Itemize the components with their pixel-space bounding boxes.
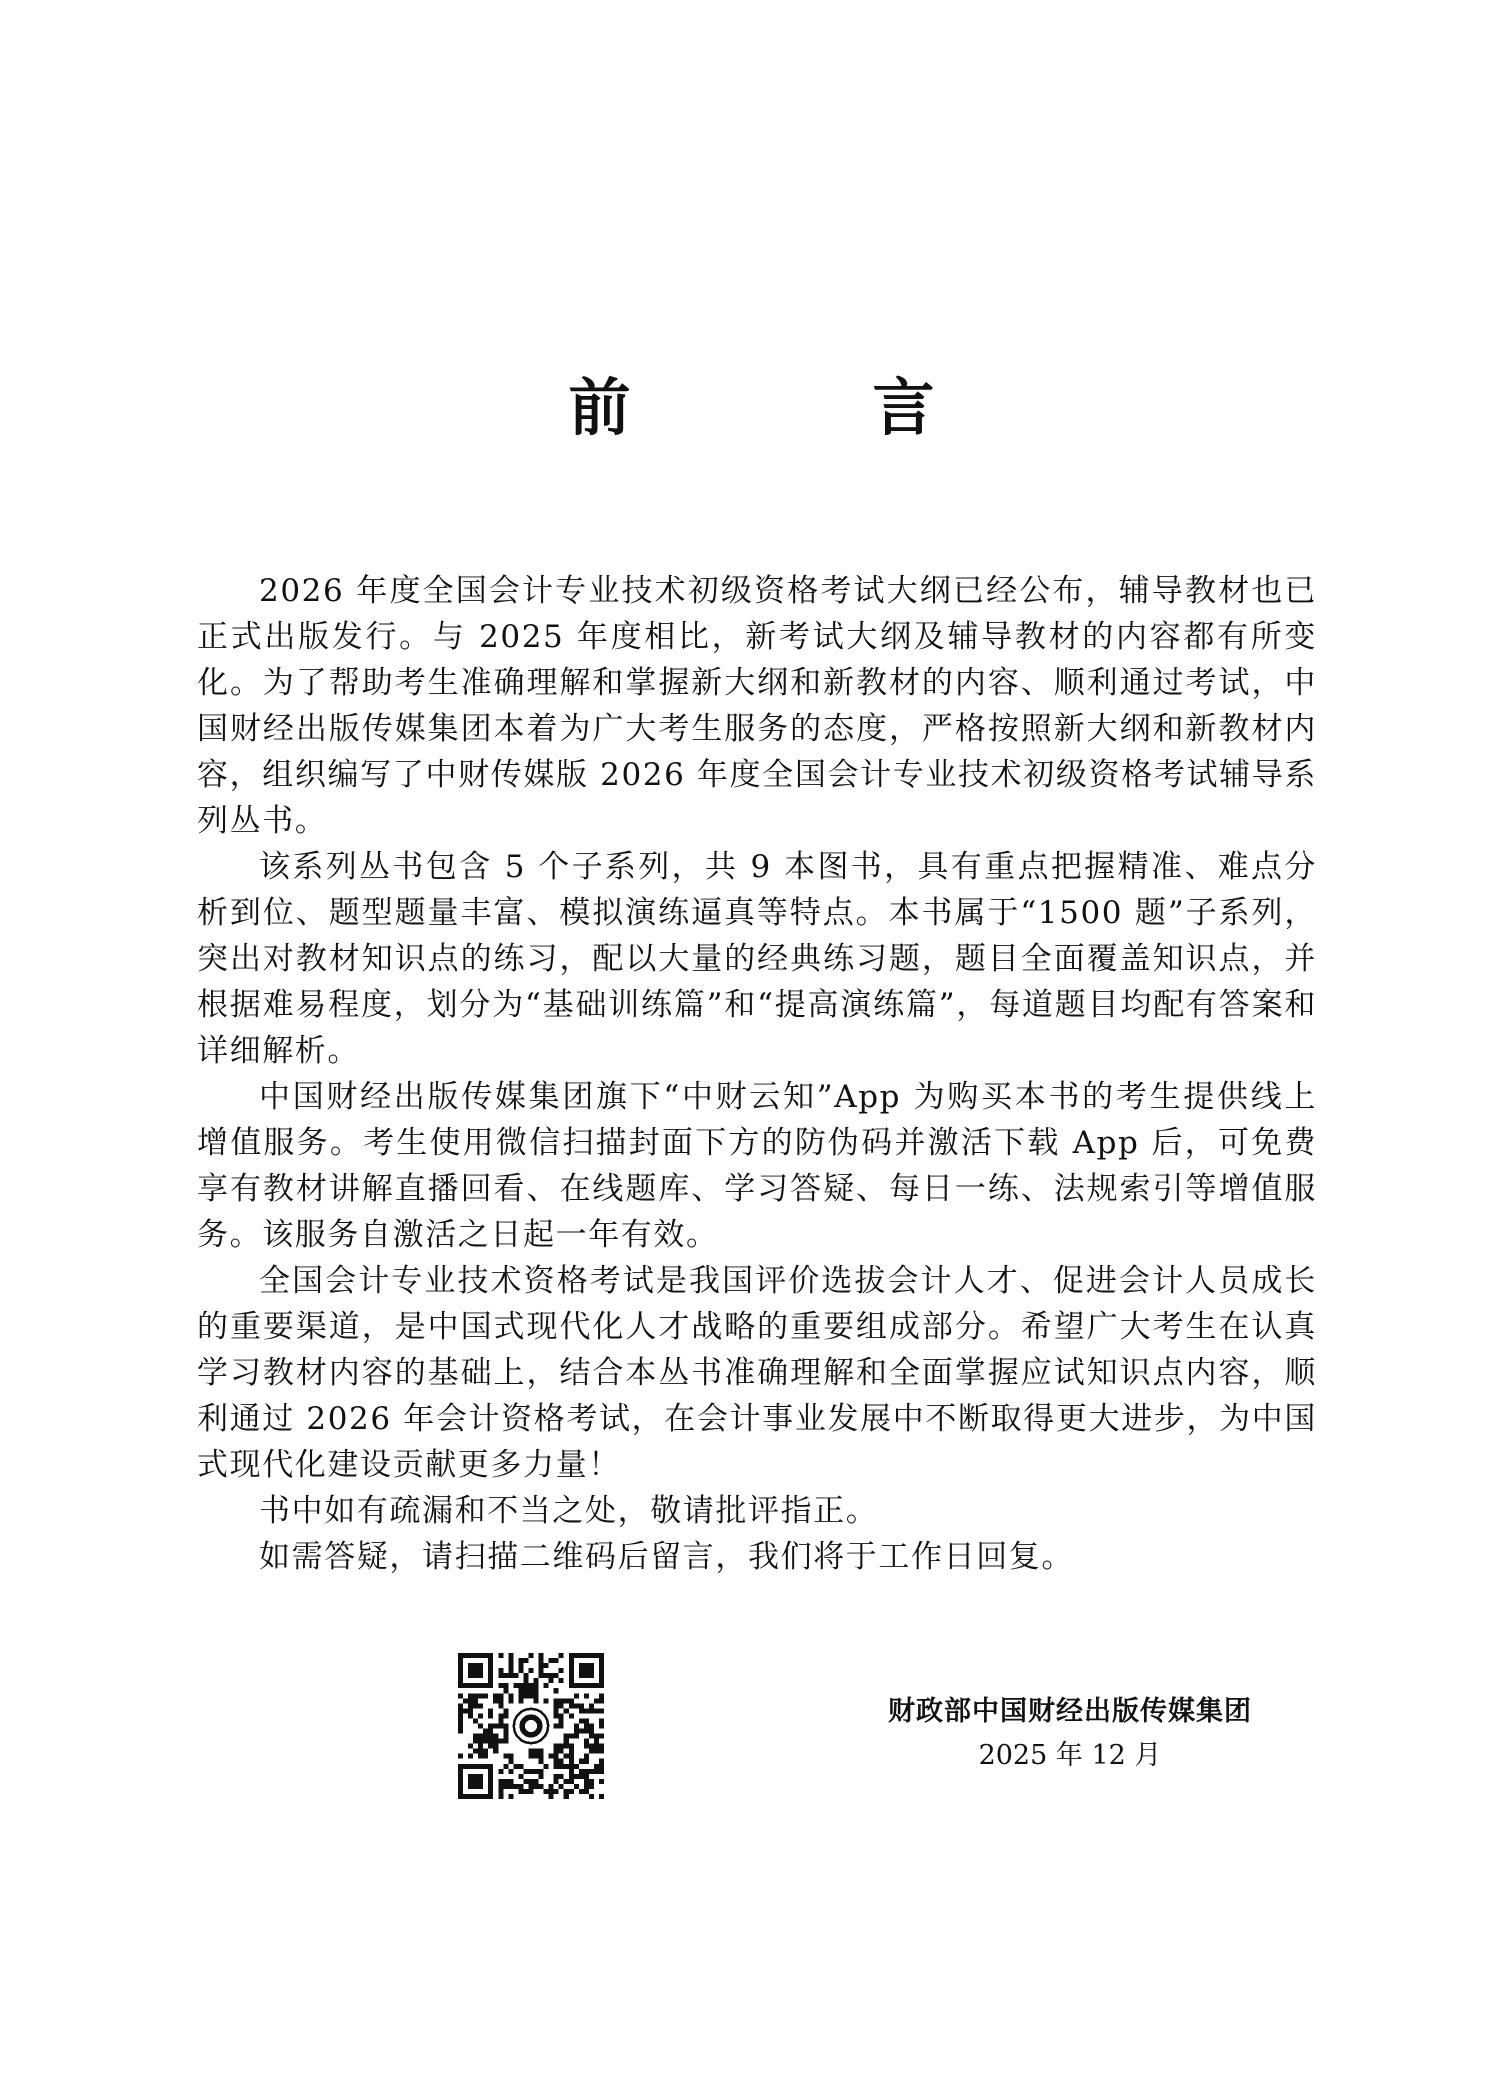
signature-block — [860, 1692, 1280, 1776]
page-title: 前 言 — [568, 371, 1025, 444]
paragraph-corrections: 书中如有疏漏和不当之处，敬请批评指正。 — [259, 1493, 879, 1529]
paragraph-series: 该系列丛书包含 5 个子系列，共 9 本图书，具有重点把握精准、难点分析到位、题型题量丰富、模拟演练逼真等特点。本书属于“1500 题”子系列，突出对教材知识点的练习，配以大量的经典练习题，题目全面覆盖知识点，并根据难易程度，划分为“基础训练篇”和“提高演练篇”，每道题目均配有答案和详细解析。 — [197, 849, 1317, 1069]
paragraph-app-service: 中国财经出版传媒集团旗下“中财云知”App 为购买本书的考生提供线上增值服务。考生使用微信扫描封面下方的防伪码并激活下载 App 后，可免费享有教材讲解直播回看、在线题库、学习答疑、每日一练、法规索引等增值服务。该服务自激活之日起一年有效。 — [197, 1079, 1317, 1253]
signature-date: 2025 年 12 月 — [978, 1740, 1162, 1771]
paragraph-intro: 2026 年度全国会计专业技术初级资格考试大纲已经公布，辅导教材也已正式出版发行。与 2025 年度相比，新考试大纲及辅导教材的内容都有所变化。为了帮助考生准确理解和掌握新大纲和新教材的内容、顺利通过考试，中国财经出版传媒集团本着为广大考生服务的态度，严格按照新大纲和新教材内容，组织编写了中财传媒版 2026 年度全国会计专业技术初级资格考试辅导系列丛书。 — [197, 573, 1317, 839]
qr-code-icon[interactable] — [458, 1653, 604, 1799]
preface-body — [197, 568, 1317, 1580]
publisher-name: 财政部中国财经出版传媒集团 — [888, 1696, 1252, 1727]
paragraph-exam-purpose: 全国会计专业技术资格考试是我国评价选拔会计人才、促进会计人员成长的重要渠道，是中国式现代化人才战略的重要组成部分。希望广大考生在认真学习教材内容的基础上，结合本丛书准确理解和全面掌握应试知识点内容，顺利通过 2026 年会计资格考试，在会计事业发展中不断取得更大进步，为中国式现代化建设贡献更多力量！ — [197, 1263, 1317, 1483]
paragraph-qa: 如需答疑，请扫描二维码后留言，我们将于工作日回复。 — [259, 1539, 1074, 1575]
